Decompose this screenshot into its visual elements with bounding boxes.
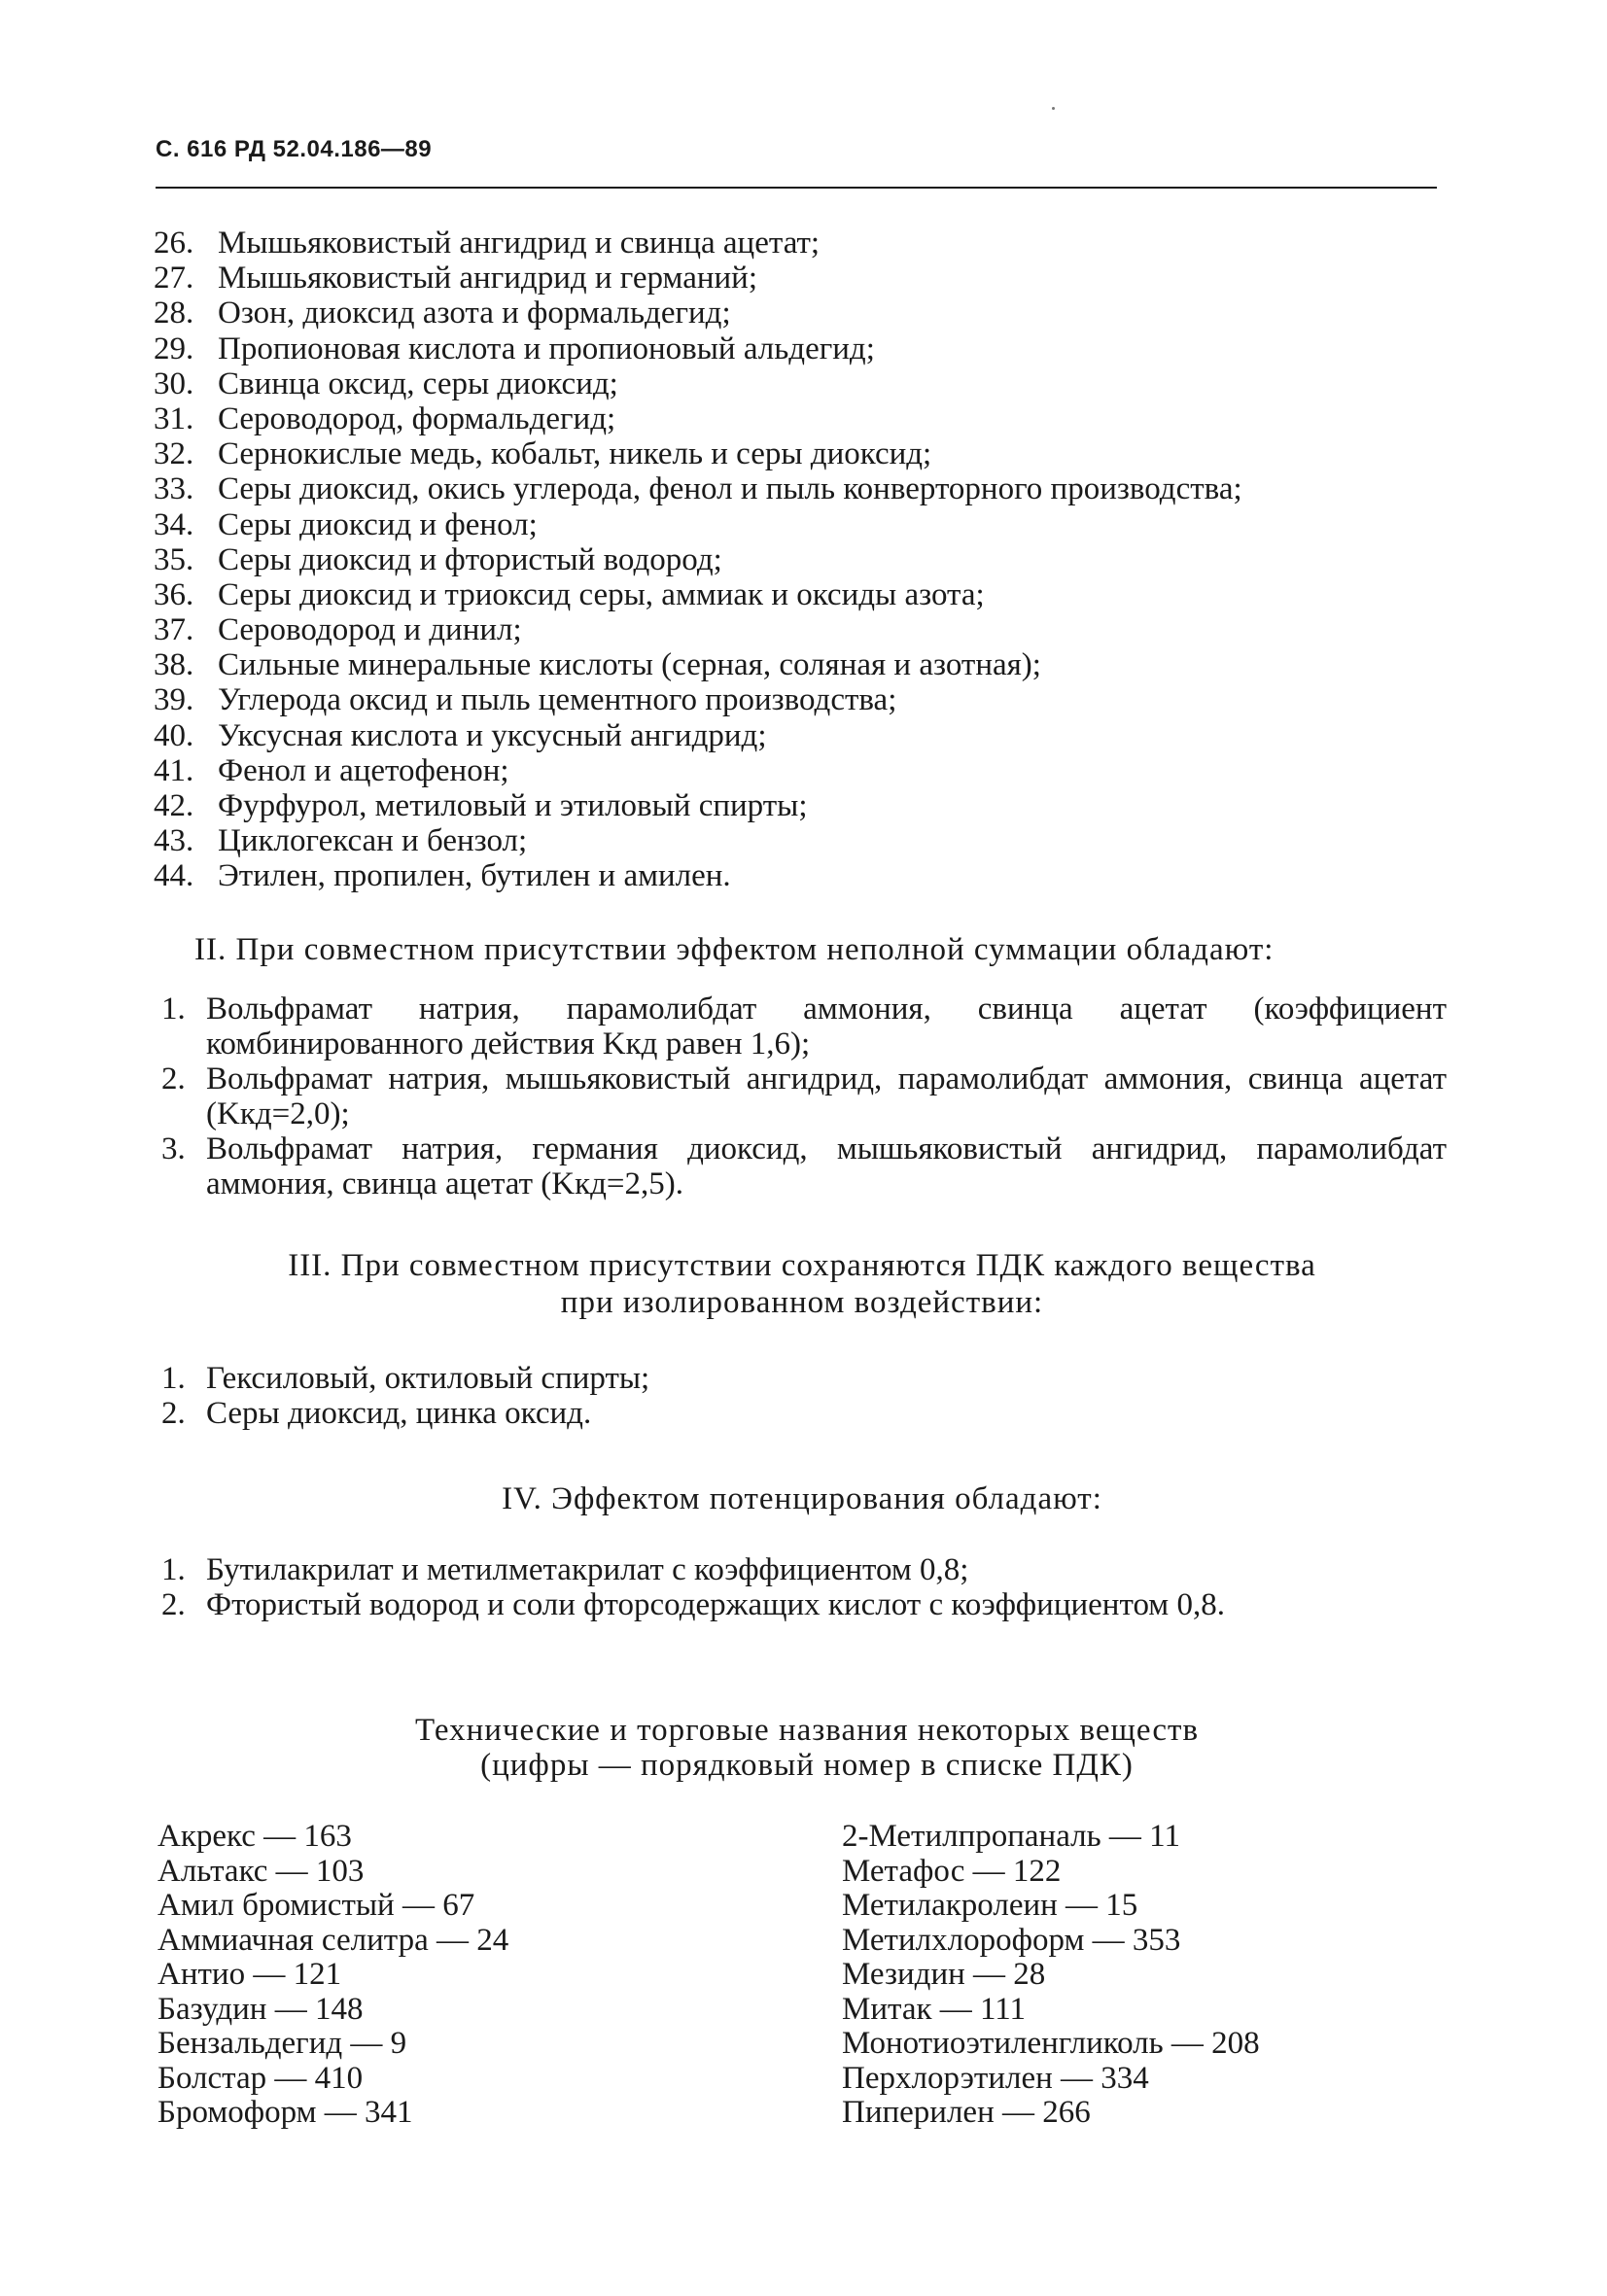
- item-text: Серы диоксид, окись углерода, фенол и пыль конверторного производства;: [218, 471, 1242, 507]
- item-number: 42.: [154, 788, 194, 823]
- list-item: [154, 718, 1447, 753]
- list-item: [161, 1396, 1447, 1431]
- item-number: 1.: [161, 1361, 186, 1396]
- item-number: 2.: [161, 1396, 186, 1431]
- list-item: [161, 1131, 1447, 1201]
- item-number: 32.: [154, 436, 194, 472]
- index-entry: Базудин — 148: [157, 1991, 364, 2027]
- potentiation-list: [161, 1552, 1447, 1622]
- item-number: 43.: [154, 823, 194, 859]
- trade-names-heading-line: (цифры — порядковый номер в списке ПДК): [480, 1748, 1134, 1783]
- list-item: [154, 296, 1447, 330]
- index-entry: Метилхлороформ — 353: [842, 1922, 1181, 1958]
- list-item: [154, 366, 1447, 401]
- item-number: 44.: [154, 858, 194, 894]
- item-text: Этилен, пропилен, бутилен и амилен.: [218, 858, 731, 894]
- list-item: [154, 682, 1447, 717]
- item-text: Вольфрамат натрия, парамолибдат аммония, свинца ацетат (коэффициент комбинированного действия Kкд равен 1,6);: [206, 991, 1447, 1061]
- list-item: [161, 991, 1447, 1061]
- list-item: [154, 577, 1447, 612]
- item-text: Серы диоксид и триоксид серы, аммиак и оксиды азота;: [218, 576, 985, 612]
- index-entry: Метилакролеин — 15: [842, 1888, 1138, 1923]
- list-item: [154, 823, 1447, 858]
- list-item: [154, 436, 1447, 471]
- item-number: 39.: [154, 682, 194, 718]
- index-entry: Метафос — 122: [842, 1853, 1062, 1889]
- index-entry: Бромоформ — 341: [157, 2095, 413, 2130]
- index-entry: Акрекс — 163: [157, 1819, 352, 1854]
- substance-combination-list: [154, 226, 1447, 894]
- list-item: [161, 1552, 1447, 1587]
- item-text: Серы диоксид и фенол;: [218, 506, 538, 542]
- list-item: [154, 542, 1447, 577]
- section-heading-isolated-pdk: [175, 1247, 1429, 1321]
- list-item: [154, 788, 1447, 823]
- item-text: Сильные минеральные кислоты (серная, соляная и азотная);: [218, 647, 1041, 683]
- item-number: 37.: [154, 612, 194, 648]
- item-number: 35.: [154, 541, 194, 577]
- list-item: [154, 647, 1447, 682]
- item-number: 31.: [154, 400, 194, 436]
- list-item: [161, 1061, 1447, 1131]
- item-text: Циклогексан и бензол;: [218, 823, 528, 859]
- item-number: 36.: [154, 576, 194, 612]
- index-entry: Пиперилен — 266: [842, 2095, 1091, 2130]
- item-text: Серы диоксид, цинка оксид.: [206, 1396, 592, 1431]
- item-number: 3.: [161, 1131, 186, 1166]
- index-entry: Монотиоэтиленгликоль — 208: [842, 2026, 1260, 2061]
- item-text: Свинца оксид, серы диоксид;: [218, 365, 618, 401]
- section-heading-line: при изолированном воздействии:: [560, 1285, 1044, 1320]
- trade-names-column-right: [842, 1820, 1445, 2131]
- item-text: Уксусная кислота и уксусный ангидрид;: [218, 717, 767, 753]
- index-entry: Митак — 111: [842, 1991, 1027, 2027]
- index-entry: 2-Метилпропаналь — 11: [842, 1819, 1180, 1854]
- item-text: Сероводород, формальдегид;: [218, 400, 616, 436]
- item-text: Мышьяковистый ангидрид и свинца ацетат;: [218, 226, 821, 261]
- index-entry: Антио — 121: [157, 1957, 342, 1992]
- item-number: 1.: [161, 991, 186, 1026]
- item-number: 2.: [161, 1061, 186, 1096]
- index-entry: Перхлорэтилен — 334: [842, 2060, 1149, 2096]
- list-item: [154, 753, 1447, 788]
- list-item: [154, 507, 1447, 542]
- index-entry: Альтакс — 103: [157, 1853, 365, 1889]
- item-text: Гексиловый, октиловый спирты;: [206, 1361, 650, 1396]
- item-number: 41.: [154, 752, 194, 788]
- item-number: 26.: [154, 226, 194, 261]
- scan-speck: [1052, 107, 1055, 110]
- item-text: Серы диоксид и фтористый водород;: [218, 541, 722, 577]
- section-heading-line: III. При совместном присутствии сохраняются ПДК каждого вещества: [288, 1248, 1316, 1283]
- item-number: 2.: [161, 1587, 186, 1622]
- item-number: 33.: [154, 471, 194, 507]
- trade-names-index: [157, 1820, 1450, 2131]
- index-entry: Амил бромистый — 67: [157, 1888, 475, 1923]
- trade-names-heading: [175, 1713, 1439, 1783]
- isolated-pdk-list: [161, 1361, 1447, 1431]
- list-item: [154, 261, 1447, 296]
- section-heading-incomplete-summation: II. При совместном присутствии эффектом неполной суммации обладают:: [194, 932, 1275, 967]
- list-item: [154, 612, 1447, 647]
- item-number: 29.: [154, 330, 194, 366]
- item-text: Фурфурол, метиловый и этиловый спирты;: [218, 788, 808, 823]
- item-number: 30.: [154, 365, 194, 401]
- item-number: 40.: [154, 717, 194, 753]
- page-header: С. 616 РД 52.04.186—89: [156, 136, 433, 162]
- index-entry: Бензальдегид — 9: [157, 2026, 407, 2061]
- item-text: Мышьяковистый ангидрид и германий;: [218, 261, 758, 296]
- item-number: 1.: [161, 1552, 186, 1587]
- index-entry: Аммиачная селитра — 24: [157, 1922, 509, 1958]
- trade-names-column-left: [157, 1820, 842, 2131]
- index-entry: Мезидин — 28: [842, 1957, 1046, 1992]
- item-text: Сероводород и динил;: [218, 612, 522, 648]
- list-item: [161, 1361, 1447, 1396]
- item-text: Фенол и ацетофенон;: [218, 752, 509, 788]
- item-text: Углерода оксид и пыль цементного производства;: [218, 682, 897, 718]
- item-text: Сернокислые медь, кобальт, никель и серы диоксид;: [218, 436, 932, 472]
- item-number: 27.: [154, 261, 194, 296]
- item-number: 38.: [154, 647, 194, 683]
- section-heading-potentiation: IV. Эффектом потенцирования обладают:: [502, 1481, 1102, 1516]
- item-number: 34.: [154, 506, 194, 542]
- index-entry: Болстар — 410: [157, 2060, 364, 2096]
- item-text: Вольфрамат натрия, германия диоксид, мышьяковистый ангидрид, парамолибдат аммония, свинца ацетат (Kкд=2,5).: [206, 1131, 1447, 1201]
- list-item: [154, 226, 1447, 261]
- list-item: [154, 331, 1447, 366]
- item-text: Озон, диоксид азота и формальдегид;: [218, 296, 731, 331]
- list-item: [161, 1587, 1447, 1622]
- item-text: Вольфрамат натрия, мышьяковистый ангидрид, парамолибдат аммония, свинца ацетат (Kкд=2,0);: [206, 1061, 1447, 1131]
- header-rule: [156, 187, 1437, 189]
- list-item: [154, 401, 1447, 436]
- item-text: Пропионовая кислота и пропионовый альдегид;: [218, 330, 875, 366]
- item-text: Бутилакрилат и метилметакрилат с коэффициентом 0,8;: [206, 1552, 969, 1587]
- incomplete-summation-list: [161, 991, 1447, 1201]
- item-number: 28.: [154, 296, 194, 331]
- trade-names-heading-line: Технические и торговые названия некоторых веществ: [414, 1713, 1200, 1748]
- list-item: [154, 471, 1447, 506]
- list-item: [154, 858, 1447, 893]
- item-text: Фтористый водород и соли фторсодержащих кислот с коэффициентом 0,8.: [206, 1587, 1225, 1622]
